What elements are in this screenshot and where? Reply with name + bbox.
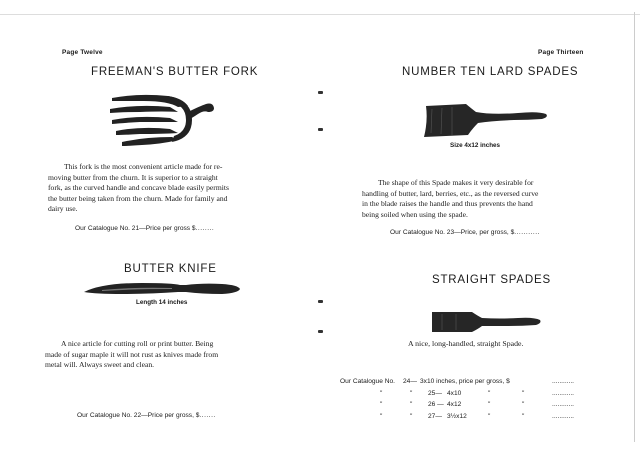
ditto-mark: " [488, 389, 491, 397]
text-line: The shape of this Spade makes it very desirable for [378, 178, 534, 187]
ditto-mark: " [522, 389, 525, 397]
catalog-prefix: Our Catalogue No. [340, 378, 395, 385]
lard-spade-illustration [422, 103, 552, 139]
page-twelve [0, 0, 318, 449]
text-line: made of sugar maple it will not rust as knives made from [45, 349, 219, 359]
straight-spades-title: STRAIGHT SPADES [432, 274, 551, 286]
straight-spades-price-table [340, 378, 600, 424]
straight-spade-illustration [430, 310, 542, 334]
ditto-mark: " [410, 412, 413, 420]
price-blank: ............ [552, 412, 574, 420]
text-line: metal will. Always sweet and clean. [45, 360, 155, 370]
text-line: This fork is the most convenient article made for re- [64, 162, 223, 171]
lard-spades-title: NUMBER TEN LARD SPADES [402, 66, 579, 78]
price-blank: ....... [199, 412, 216, 419]
catalog-number: 24— [403, 378, 417, 385]
butter-knife-illustration [82, 280, 242, 298]
size-and-price: 3x10 inches, price per gross, $ [420, 378, 510, 385]
ditto-mark: " [380, 389, 383, 397]
table-row [340, 390, 600, 402]
catalog-number: 25— [428, 389, 442, 397]
knife-title: BUTTER KNIFE [124, 263, 217, 275]
size-value: 4x12 [447, 401, 462, 408]
page-number: Page Twelve [62, 49, 103, 56]
text-line: A nice article for cutting roll or print butter. Being [61, 339, 214, 348]
ditto-mark: " [522, 412, 525, 420]
price-blank: ............ [552, 389, 574, 397]
price-blank: ........... [514, 229, 540, 236]
ditto-mark: " [380, 412, 383, 420]
table-row [340, 413, 600, 425]
lard-spades-description [362, 178, 602, 220]
text-line: dairy use. [48, 204, 78, 214]
text-line: the butter being taken from the churn. Made for family and [48, 193, 228, 203]
price-blank: ............ [552, 378, 574, 385]
ditto-mark: " [488, 401, 491, 408]
price-blank: ............ [552, 401, 574, 408]
ditto-mark: " [410, 401, 413, 408]
size-value: 3½x12 [447, 412, 467, 420]
ditto-mark: " [522, 401, 525, 408]
page-number: Page Thirteen [538, 49, 584, 56]
butter-fork-illustration [108, 92, 218, 152]
text-line: being soiled when using the spade. [362, 209, 468, 219]
knife-description [45, 339, 283, 371]
price-blank: ........ [195, 225, 215, 232]
knife-catalog-line [77, 412, 216, 419]
ditto-mark: " [410, 389, 413, 397]
table-row [340, 401, 600, 413]
fork-title: FREEMAN'S BUTTER FORK [91, 66, 259, 78]
catalog-number: 27— [428, 412, 442, 420]
lard-spades-catalog-line [390, 229, 540, 236]
text-line: moving butter from the churn. It is superior to a straight [48, 172, 218, 182]
text-line: fork, as the curved handle and concave blade easily permits [48, 183, 229, 193]
knife-caption: Length 14 inches [136, 299, 188, 306]
catalog-text: Our Catalogue No. 21—Price per gross $ [75, 225, 196, 232]
text-line: handling of butter, lard, berries, etc., as the reversed curve [362, 188, 539, 198]
fork-catalog-line [75, 225, 214, 232]
table-row [340, 378, 600, 390]
fork-description [48, 162, 279, 215]
catalog-text: Our Catalogue No. 22—Price per gross, $ [77, 412, 200, 419]
ditto-mark: " [488, 412, 491, 420]
lard-spade-caption: Size 4x12 inches [450, 142, 501, 149]
size-value: 4x10 [447, 389, 462, 397]
straight-spade-caption: A nice, long-handled, straight Spade. [408, 339, 524, 348]
ditto-mark: " [380, 401, 383, 408]
catalog-number: 26 — [428, 401, 444, 408]
text-line: in the blade raises the handle and thus prevents the hand [362, 199, 533, 209]
catalog-text: Our Catalogue No. 23—Price, per gross, $ [390, 229, 515, 236]
